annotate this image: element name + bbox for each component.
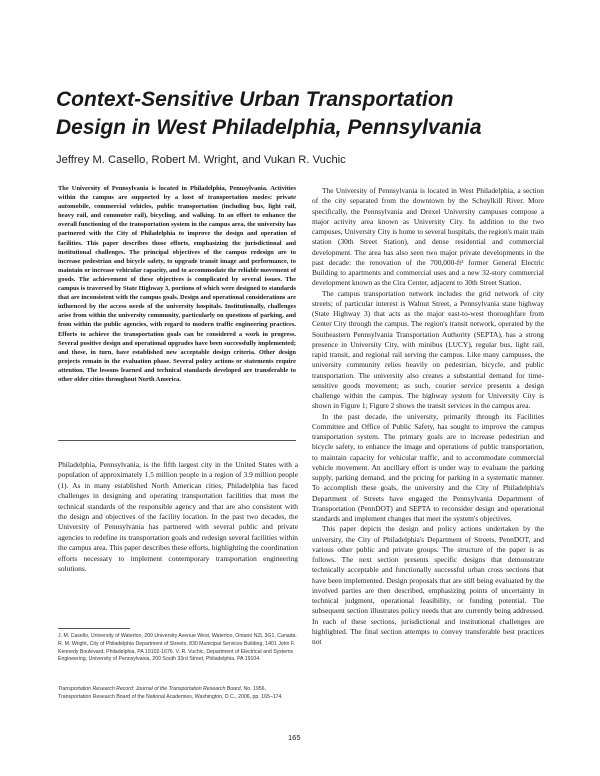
title-line-1: Context-Sensitive Urban Transportation	[56, 88, 454, 111]
citation-details: No. 1956, Transportation Research Board of the National Academies, Washington, D.C., 2006, pp. 165–174.	[58, 686, 283, 700]
author-affiliations: J. M. Casello, University of Waterloo, 200 University Avenue West, Waterloo, Ontario N2L 3G1, Canada. R. M. Wright, City of Philadelphia Department of Streets, 830 Municipal Services Building, 1401 John F. Kennedy Boulevard, Philadelphia, PA 19102-1676. V. R. Vuchic, Department of Electrical and Systems Engineering, University of Pennsylvania, 200 South 33rd Street, Philadelphia, PA 19104.	[58, 633, 297, 663]
intro-paragraph: Philadelphia, Pennsylvania, is the fifth largest city in the United States with a population of approximately 1.5 million people in a region of 3.9 million people (1). As in many established North American cities, Philadelphia has faced challenges in designing and operating transportation facilities that meet the technical standards of the responsible agency and that are also consistent with the design and objectives of the facility location. In the past two decades, the University of Pennsylvania has partnered with several public and private agencies to redefine its transportation goals and redesign several facilities within the campus area. This paper describes these efforts, highlighting the coordination efforts necessary to implement contemporary transportation engineering solutions.	[58, 460, 298, 574]
abstract: The University of Pennsylvania is located in Philadelphia, Pennsylvania. Activities within the campus are supported by a host of transportation modes: private automobile, commercial vehicles, public transportation (including bus, light rail, heavy rail, and commuter rail), bicycling, and walking. In an effort to enhance the overall functioning of the transportation system in the campus area, the university has partnered with the City of Philadelphia to improve the design and operation of facilities. This paper describes those efforts, emphasizing the jurisdictional and institutional challenges. The principal objectives of the campus redesign are to increase pedestrian and bicycle safety, to upgrade transit image and performance, to maintain or increase vehicular capacity, and to accommodate the reliable movement of goods. The achievement of these objectives is complicated by several issues. The campus is traversed by State Highway 3, portions of which were designed to standards that are inconsistent with the campus goals. Design and operational considerations are influenced by the access needs of the university hospitals. Institutionally, challenges arise from within the university community, particularly on questions of parking, and from within the public agencies, with regard to modern traffic engineering practices. Efforts to achieve the transportation goals can be considered a work in progress. Several positive design and operational upgrades have been successfully implemented; and these, in turn, have established new acceptable design criteria. Other design projects remain in the evaluation phase. Several policy actions or statements require attention. The lessons learned and technical standards developed are transferable to other older cities throughout North America.	[58, 185, 296, 383]
body-paragraph: This paper depicts the design and policy actions undertaken by the university, the City of Philadelphia's Department of Streets, PennDOT, and various other public and private groups. The structure of the paper is as follows. The next section presents specific designs that demonstrate technically acceptable and functionally successful urban cross sections that have been implemented. Design proposals that are still being evaluated by the involved parties are then described, emphasizing points of uncertainty in technical judgment, operational feasibility, or funding potential. The subsequent section illustrates policy needs that are currently being addressed. In each of these sections, jurisdictional and institutional challenges are highlighted. The final section attempts to convey transferable best practices not	[312, 524, 544, 646]
paper-title	[56, 86, 556, 142]
body-paragraph: The University of Pennsylvania is located in West Philadelphia, a section of the city separated from the downtown by the Schuylkill River. More specifically, the Pennsylvania and Drexel University campuses compose a major activity area known as University City. In addition to the two campuses, University City is home to several hospitals, the region's main train station (30th Street Station), and dense residential and commercial development. The area has also seen two major private developments in the past decade: the renovation of the 700,000-ft² former General Electric Building to apartments and commercial uses and a new 32-story commercial development known as the Cira Center, adjacent to 30th Street Station.	[312, 186, 544, 288]
footnote-divider	[58, 628, 130, 629]
journal-citation	[58, 686, 298, 702]
body-paragraph: The campus transportation network includes the grid network of city streets; of particular interest is Walnut Street, a Pennsylvania state highway (State Highway 3) that acts as the major east-to-west thoroughfare from Center City through the campus. The region's transit network, operated by the Southeastern Pennsylvania Transportation Authority (SEPTA), has a strong presence in University City, with minibus (LUCY), regular bus, light rail, rapid transit, and regional rail serving the campus. Like many campuses, the university community relies heavily on pedestrian, bicycle, and public transportation. The university also creates a substantial demand for time-sensitive goods movement; as such, courier service presents a design challenge within the campus. The highway system for University City is shown in Figure 1; Figure 2 shows the transit services in the campus area.	[312, 288, 544, 411]
citation-journal: Transportation Research Record: Journal of the Transportation Research Board,	[58, 686, 243, 692]
body-paragraph: In the past decade, the university, primarily through its Facilities Committee and Office of Public Safety, has sought to improve the campus transportation system. The primary goals are to increase pedestrian and bicycle safety, to enhance the image and operations of public transportation, to maintain capacity for vehicular traffic, and to accommodate commercial vehicle movement. An ancillary effort is under way to evaluate the parking supply, parking demand, and the pricing for parking in a systematic manner. To accomplish these goals, the university and the City of Philadelphia's Department of Streets have engaged the Pennsylvania Department of Transportation (PennDOT) and SEPTA to reconsider design and operational standards and implement changes that meet the system's objectives.	[312, 411, 544, 523]
author-list: Jeffrey M. Casello, Robert M. Wright, and Vukan R. Vuchic	[56, 154, 346, 166]
right-column	[312, 186, 544, 647]
title-line-2: Design in West Philadelphia, Pennsylvania	[56, 116, 482, 139]
page-number: 165	[288, 733, 301, 742]
abstract-divider	[58, 440, 296, 441]
